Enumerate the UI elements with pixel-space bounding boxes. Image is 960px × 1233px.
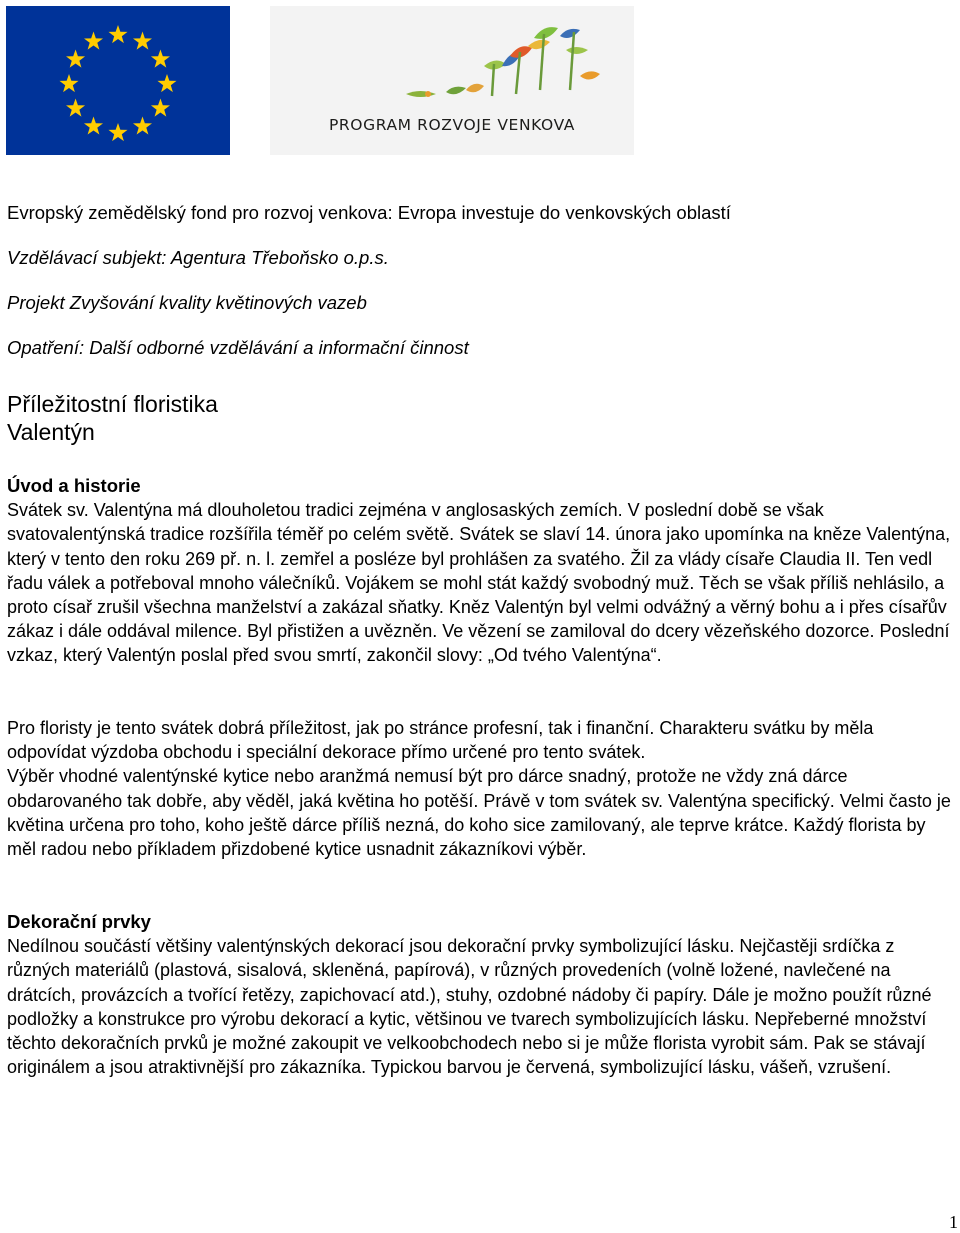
education-subject: Vzdělávací subjekt: Agentura Třeboňsko o.p.s.	[7, 247, 389, 268]
document-subtitle: Valentýn	[7, 419, 95, 445]
eu-star-icon	[157, 74, 176, 92]
eu-star-icon	[66, 99, 85, 117]
eu-star-icon	[151, 50, 170, 68]
eu-star-icon	[151, 99, 170, 117]
section-heading: Úvod a historie	[7, 475, 141, 496]
section-heading: Dekorační prvky	[7, 911, 151, 932]
paragraph: Výběr vhodné valentýnské kytice nebo aranžmá nemusí být pro dárce snadný, protože ne vždy zná dárce obdarovaného tak dobře, aby věděl, jaká květina ho potěší. Právě v tom svátek sv. Valentýna specifický. Velmi často je květina určena pro toho, koho ještě dárce příliš nezná, do koho sice zamilovaný, ale teprve krátce. Každý florista by měl radou nebo příkladem přizdobené kytice usnadnit zákazníkovi výběr.	[7, 766, 951, 860]
eu-star-icon	[108, 123, 127, 141]
section-florists	[7, 716, 957, 861]
section-intro	[7, 474, 957, 668]
program-logo-text: PROGRAM ROZVOJE VENKOVA	[328, 116, 576, 134]
sprout-icon	[406, 27, 600, 97]
program-rozvoje-venkova-logo	[270, 6, 634, 155]
paragraph: Pro floristy je tento svátek dobrá příležitost, jak po stránce profesní, tak i finanční. Charakteru svátku by měla odpovídat výzdoba obchodu i speciální dekorace přímo určené pro tento svátek.	[7, 718, 874, 763]
document-title: Příležitostní floristika	[7, 391, 218, 417]
eu-star-icon	[133, 116, 152, 134]
page-number: 1	[949, 1212, 958, 1232]
section-decor	[7, 910, 957, 1079]
measure-line: Opatření: Další odborné vzdělávání a informační činnost	[7, 337, 469, 358]
paragraph: Nedílnou součástí většiny valentýnských dekorací jsou dekorační prvky symbolizující lásku. Nejčastěji srdíčka z různých materiálů (plastová, sisalová, skleněná, papírová), v různých provedeních (volně ložené, navlečené na drátcích, provázcích a tvořící řetězy, zapichovací atd.), stuhy, ozdobné nádoby či papíry. Dále je možno použít různé podložky a konstrukce pro výrobu dekorací a kytic, většinou ve tvarech symbolizujících lásku. Nepřeberné množství těchto dekoračních prvků je možné zakoupit ve velkoobchodech nebo si je může florista vyrobit sám. Pak se stávají originálem a jsou atraktivnější pro zákazníka. Typickou barvou je červená, symbolizující lásku, vášeň, vzrušení.	[7, 936, 932, 1078]
eu-star-icon	[108, 25, 127, 43]
paragraph: Svátek sv. Valentýna má dlouholetou tradici zejména v anglosaských zemích. V poslední době se však svatovalentýnská tradice rozšířila téměř po celém světě. Svátek se slaví 14. února jako upomínka na kněze Valentýna, který v tento den roku 269 př. n. l. zemřel a posléze byl prohlášen za svatého. Žil za vlády císaře Claudia II. Ten vedl řadu válek a potřeboval mnoho válečníků. Vojákem se mohl stát každý svobodný muž. Těch se však příliš nehlásilo, a proto císař zrušil všechna manželství a zakázal sňatky. Kněz Valentýn byl velmi odvážný a věrný bohu a i přes císařův zákaz i dále oddával milence. Byl přistižen a uvězněn. Ve vězení se zamiloval do dcery vězeňského dozorce. Poslední vzkaz, který Valentýn poslal před svou smrtí, zakončil slovy: „Od tvého Valentýna“.	[7, 500, 951, 666]
project-name: Projekt Zvyšování kvality květinových vazeb	[7, 292, 367, 313]
eu-star-icon	[59, 74, 78, 92]
eu-star-icon	[84, 32, 103, 50]
eu-star-icon	[66, 50, 85, 68]
eu-flag-icon	[6, 6, 230, 155]
fund-line: Evropský zemědělský fond pro rozvoj venkova: Evropa investuje do venkovských oblastí	[7, 202, 731, 223]
eu-star-icon	[133, 32, 152, 50]
eu-star-icon	[84, 116, 103, 134]
